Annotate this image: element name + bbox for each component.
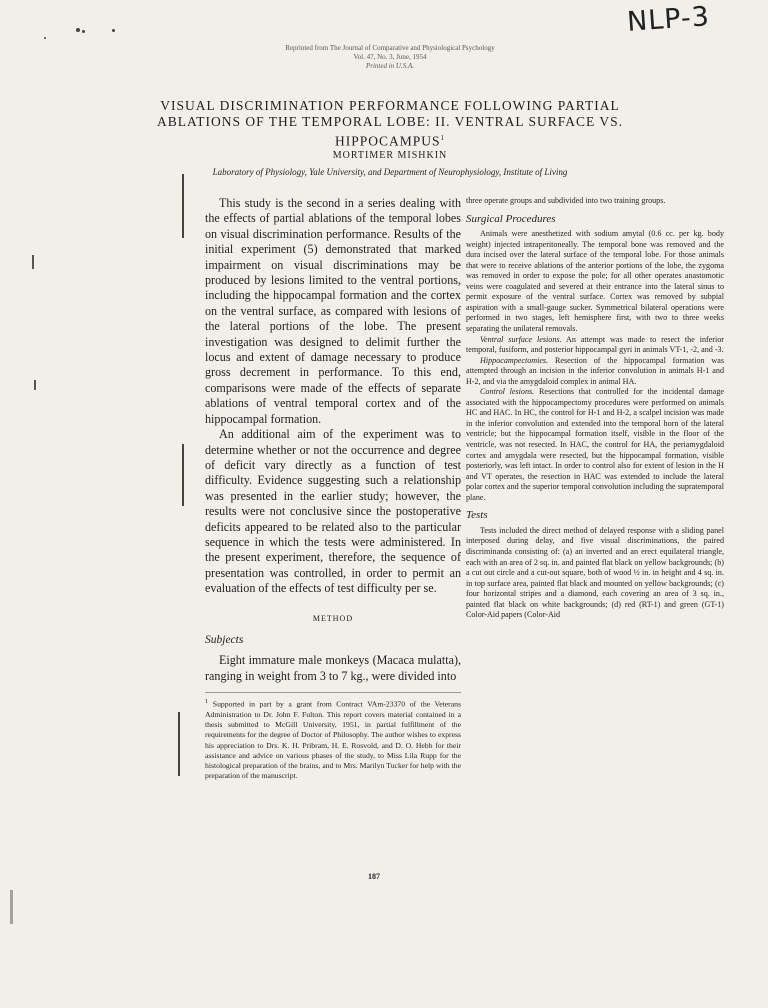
footnote-mark: 1	[205, 698, 209, 706]
scan-speck	[76, 28, 80, 32]
surgical-paragraph: Animals were anesthetized with sodium amytal (0.6 cc. per kg. body weight) injected intraperitoneally. The temporal bone was removed and the dura incised over the lateral surface of the temporal lobe. For those animals that were to receive ablations of the anterior portions of the lobe, the zygoma was removed in order to expose the pole; for all other operates anastomotic veins were coagulated and severed at their entrance into the lateral sinus to permit exposure of the ventral surface. Cortex was removed by subpial aspiration with a small-gauge sucker. Symmetrical bilateral operations were performed in two stages, left hemisphere first, with two to three weeks separating the unilateral removals.	[466, 229, 724, 334]
scan-mark	[34, 380, 36, 390]
scan-mark	[32, 255, 34, 269]
margin-mark	[182, 444, 184, 506]
hippocampectomies-text: Resection of the hippocampal formation was attempted through an incision in the inferior convolution in animals H-1 and H-2, and via the amygdaloid complex in animal HA.	[466, 355, 724, 386]
control-lesions-text: Resections that controlled for the incidental damage associated with the hippocampectomy procedures were performed on animals HC and HAC. In HC, the control for H-1 and H-2, a scalpel incision was made in the inferior convolution and extended into the temporal horn of the lateral ventricle; but the hippocampal formation itself, visible in the floor of the ventricle, was not resected. In HAC, the control for HA, the periamygdaloid cortex and amygdala were resected, but the hippocampal formation, visible posteriorly, was left intact. In order to control also for extent of lesion in the H and VT operates, the resection in HAC was extended to include the lateral polar cortex and the superior temporal convolution including the supratemporal plane.	[466, 387, 725, 502]
hippocampectomies-paragraph	[466, 356, 724, 388]
page-number: 187	[368, 872, 380, 881]
footnote	[205, 692, 461, 781]
margin-mark	[182, 174, 184, 238]
subjects-heading: Subjects	[205, 633, 244, 646]
subjects-paragraph: Eight immature male monkeys (Macaca mulatta), ranging in weight from 3 to 7 kg., were divided into	[205, 653, 461, 683]
control-lesions-label: Control lesions.	[480, 387, 535, 397]
reprint-volume: Vol. 47, No. 3, June, 1954	[353, 53, 427, 61]
scan-mark	[10, 890, 13, 924]
margin-mark	[178, 712, 180, 776]
article-title-text: VISUAL DISCRIMINATION PERFORMANCE FOLLOWING PARTIAL ABLATIONS OF THE TEMPORAL LOBE: II. VENTRAL SURFACE VS. HIPPOCAMPUS	[156, 98, 624, 149]
handwritten-annotation: NLP-3	[626, 1, 711, 38]
surgical-procedures-heading: Surgical Procedures	[466, 212, 556, 225]
ventral-lesions-label: Ventral surface lesions.	[480, 334, 562, 344]
method-heading: METHOD	[312, 613, 354, 623]
reprint-printed-in: Printed in U.S.A.	[365, 62, 415, 70]
control-lesions-paragraph	[466, 387, 724, 503]
reprint-header	[180, 44, 600, 71]
title-footnote-mark: 1	[440, 134, 446, 142]
intro-paragraph-2: An additional aim of the experiment was to determine whether or not the occurrence and degree of deficit vary directly as a function of test difficulty. Evidence suggesting such a relationship was presented in the earlier study; however, the results were not conclusive since the postoperative deficits appeared to be related also to the particular sequence in which the tests were administered. In the present experiment, therefore, the sequence of presentation was controlled, in order to permit an evaluation of the effects of test difficulty per se.	[205, 427, 461, 596]
intro-paragraph-1: This study is the second in a series dealing with the effects of partial ablations of the temporal lobes on visual discrimination performance. Results of the initial experiment (5) demonstrated that marked impairment on visual discriminations may be produced by lesions limited to the ventral portions, including the hippocampal formation and the cortex on the ventral surface, as compared with lesions of the lateral portions of the lobe. The present investigation was designed to delimit further the locus and extent of damage necessary to produce gross decrement in performance. To this end, comparisons were made of the effects of separate ablations of ventral temporal cortex and of the hippocampal formation.	[205, 196, 461, 426]
right-column	[466, 196, 724, 621]
scan-speck	[82, 30, 85, 33]
ventral-lesions-paragraph	[466, 335, 724, 356]
scan-speck	[44, 37, 46, 39]
tests-paragraph: Tests included the direct method of delayed response with a sliding panel interposed during delay, and five visual discriminations, the paired discriminanda consisting of: (a) an inverted and an erect equilateral triangle, each with an area of 2 sq. in. and painted flat black on yellow backgrounds; (b) a cut out circle and a cut-out square, both of wood ½ in. in height and 4 sq. in. in top surface area, painted flat black and mounted on yellow backgrounds; (c) four horizontal stripes and a diamond, each covering an area of 3 sq. in., painted flat black on white backgrounds; (d) red (RT-1) and green (GT-1) Color-Aid papers (Color-Aid	[466, 525, 724, 620]
tests-heading: Tests	[466, 509, 488, 522]
left-column	[205, 196, 461, 781]
hippocampectomies-label: Hippocampectomies.	[480, 355, 549, 365]
article-author: MORTIMER MISHKIN	[332, 150, 448, 161]
article-title	[150, 98, 630, 150]
subjects-continued: three operate groups and subdivided into two training groups.	[466, 196, 666, 205]
reprint-source: Reprinted from The Journal of Comparative and Physiological Psychology	[285, 44, 495, 52]
footnote-text: Supported in part by a grant from Contract VAm-23370 of the Veterans Administration to Dr. John F. Fulton. This report covers material contained in a thesis submitted to McGill University, 1951, in partial fulfillment of the requirements for the degree of Doctor of Philosophy. The author wishes to express his appreciation to Drs. K. H. Pribram, H. E. Rosvold, and D. O. Hebb for their assistance and advice on various phases of the study, to Miss Lila Rupp for the histological preparation of the brains, and to Mrs. Marilyn Tucker for help with the preparation of the manuscript.	[205, 699, 461, 781]
scan-speck	[112, 29, 115, 32]
article-affiliation: Laboratory of Physiology, Yale University, and Department of Neurophysiology, Institute of Living	[212, 167, 568, 177]
ventral-lesions-text: An attempt was made to resect the inferior temporal, fusiform, and posterior hippocampal gyri in animals VT-1, -2, and -3.	[466, 334, 724, 355]
